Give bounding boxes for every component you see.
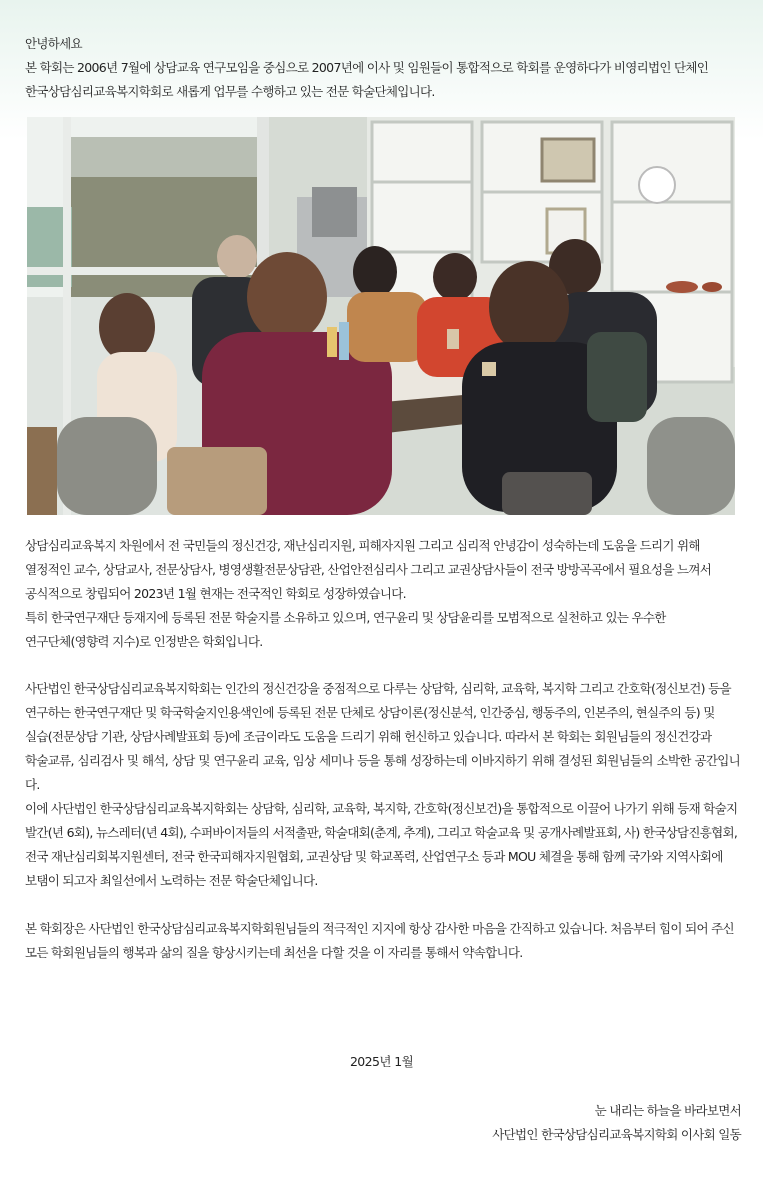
paragraph-mission: [25, 677, 740, 797]
paragraph-activities: [25, 797, 740, 893]
paragraph-line: 모든 학회원님들의 행복과 삶의 질을 향상시키는데 최선을 다할 것을 이 자리를 통해서 약속합니다.: [25, 945, 523, 960]
letter-date: 2025년 1월: [349, 1054, 414, 1069]
paragraph-line: 보탬이 되고자 최일선에서 노력하는 전문 학술단체입니다.: [25, 873, 318, 888]
paragraph-line: 발간(년 6회), 뉴스레터(년 4회), 수퍼바이저들의 서적출판, 학술대회(춘계, 추계), 그리고 학술교육 및 공개사례발표회, 사) 한국상담진흥협회,: [25, 825, 738, 840]
signature-line: 사단법인 한국상담심리교육복지학회 이사회 일동: [492, 1127, 741, 1142]
intro-line: 본 학회는 2006년 7월에 상담교육 연구모임을 중심으로 2007년에 이사 및 임원들이 통합적으로 학회를 운영하다가 비영리법인 단체인: [25, 60, 709, 75]
paragraph-line: 사단법인 한국상담심리교육복지학회는 인간의 정신건강을 중점적으로 다루는 상담학, 심리학, 교육학, 복지학 그리고 간호학(정신보건) 등을: [25, 681, 731, 696]
intro-line: 한국상담심리교육복지학회로 새롭게 업무를 수행하고 있는 전문 학술단체입니다.: [25, 84, 435, 99]
paragraph-line: 열정적인 교수, 상담교사, 전문상담사, 병영생활전문상담관, 산업안전심리사 그리고 교권상담사들이 전국 방방곡곡에서 필요성을 느껴서: [25, 562, 712, 577]
intro-paragraph: [25, 32, 740, 104]
paragraph-line: 학술교류, 심리검사 및 해석, 상담 및 연구윤리 교육, 임상 세미나 등을 통해 성장하는데 이바지하기 위해 결성된 회원님들의 소박한 공간입니다.: [25, 753, 740, 792]
greeting-text: 안녕하세요: [25, 36, 82, 51]
paragraph-line: 연구단체(영향력 지수)로 인정받은 학회입니다.: [25, 634, 263, 649]
meeting-photo: [27, 117, 735, 515]
paragraph-thanks: [25, 917, 740, 965]
paragraph-line: 전국 재난심리회복지원센터, 전국 한국피해자지원협회, 교권상담 및 학교폭력, 산업연구소 등과 MOU 체결을 통해 함께 국가와 지역사회에: [25, 849, 723, 864]
signature-line: 눈 내리는 하늘을 바라보면서: [594, 1103, 741, 1118]
paragraph-line: 공식적으로 창립되어 2023년 1월 현재는 전국적인 학회로 성장하였습니다.: [25, 586, 406, 601]
paragraph-line: 특히 한국연구재단 등재지에 등록된 전문 학술지를 소유하고 있으며, 연구윤리 및 상담윤리를 모범적으로 실천하고 있는 우수한: [25, 610, 666, 625]
paragraph-line: 이에 사단법인 한국상담심리교육복지학회는 상담학, 심리학, 교육학, 복지학, 간호학(정신보건)을 통합적으로 이끌어 나가기 위해 등재 학술지: [25, 801, 738, 816]
paragraph-line: 본 학회장은 사단법인 한국상담심리교육복지학회원님들의 적극적인 지지에 항상 감사한 마음을 간직하고 있습니다. 처음부터 힘이 되어 주신: [25, 921, 734, 936]
paragraph-line: 실습(전문상담 기관, 상담사례발표회 등)에 조금이라도 도움을 드리기 위해 헌신하고 있습니다. 따라서 본 학회는 회원님들의 정신건강과: [25, 729, 712, 744]
paragraph-line: 연구하는 한국연구재단 및 학국학술지인용색인에 등록된 전문 단체로 상담이론(정신분석, 인간중심, 행동주의, 인본주의, 현실주의 등) 및: [25, 705, 715, 720]
signature-block: [492, 1099, 741, 1147]
paragraph-about: [25, 534, 740, 654]
paragraph-line: 상담심리교육복지 차원에서 전 국민들의 정신건강, 재난심리지원, 피해자지원 그리고 심리적 안녕감이 성숙하는데 도움을 드리기 위해: [25, 538, 700, 553]
